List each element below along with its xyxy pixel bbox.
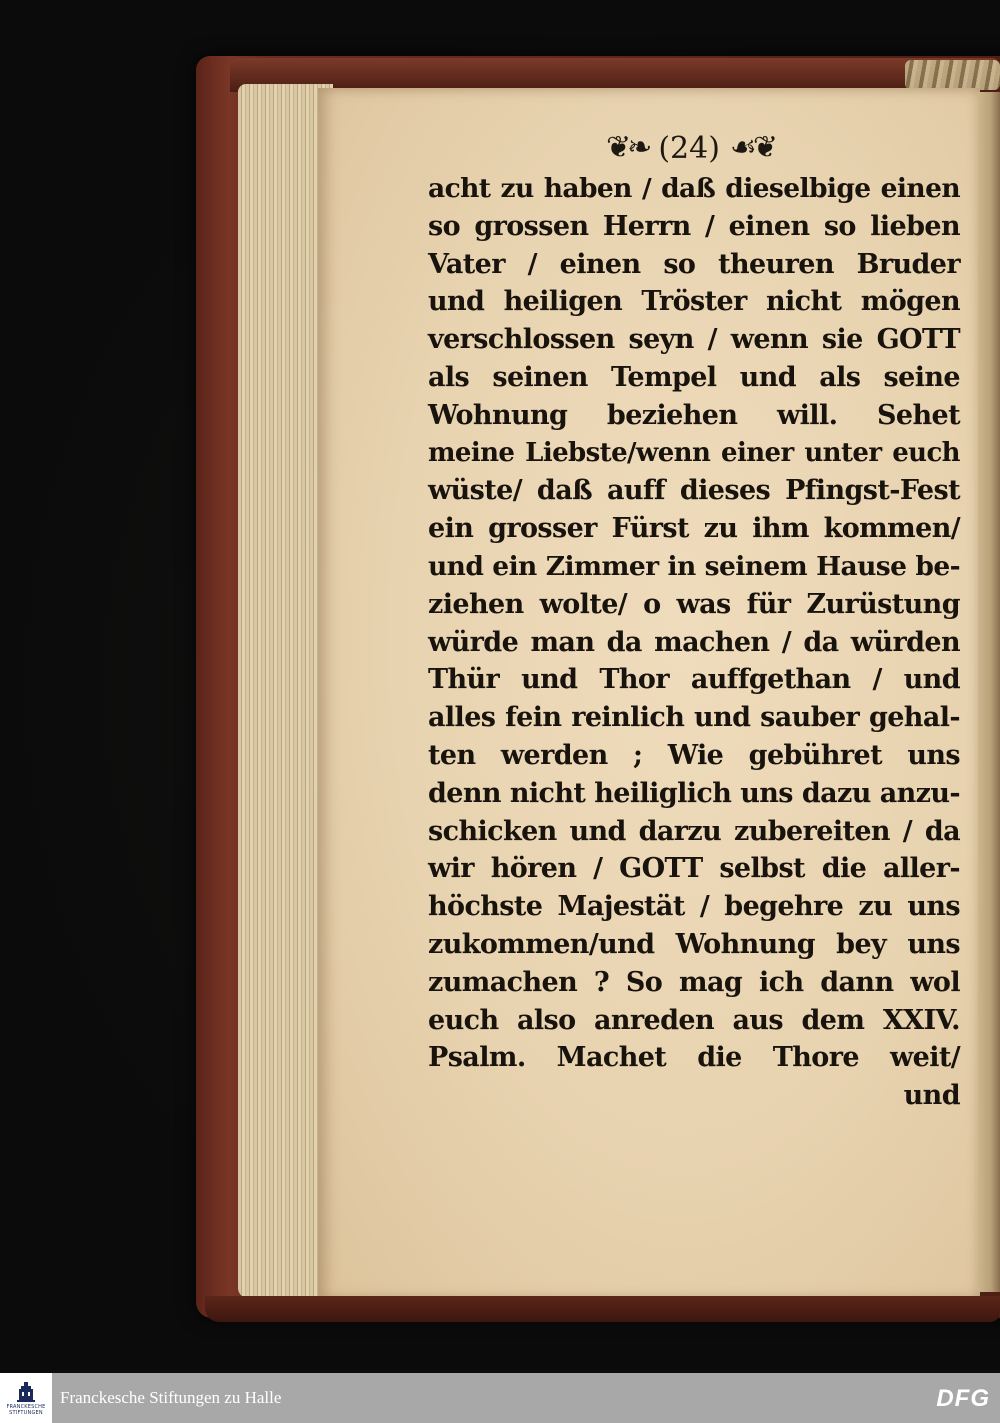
text-line: euch also anreden aus dem XXIV. <box>428 1004 960 1036</box>
footer-bar <box>0 1373 1000 1423</box>
text-line: acht zu haben / daß dieselbige einen <box>428 173 960 204</box>
text-line: und heiligen Tröster nicht mögen <box>428 286 960 318</box>
institution-name[interactable]: Franckesche Stiftungen zu Halle <box>60 1388 282 1407</box>
text-line: wüste/ daß auff dieses Pfingst-Fest <box>428 475 960 507</box>
text-line: so grossen Herrn / einen so lieben <box>428 210 960 242</box>
text-line: wir hören / GOTT selbst die aller- <box>428 853 960 885</box>
cover-top-edge <box>230 58 1000 92</box>
institution-emblem-icon <box>15 1380 37 1404</box>
text-line: verschlossen seyn / wenn sie GOTT <box>428 324 960 356</box>
catchword: und <box>903 1080 960 1112</box>
franckesche-logo[interactable] <box>0 1373 52 1423</box>
page-text <box>428 170 960 1115</box>
text-line: Wohnung beziehen will. Sehet <box>428 399 960 431</box>
text-line: ten werden ; Wie gebühret uns <box>428 739 960 771</box>
text-line: Psalm. Machet die Thore weit/ <box>428 1042 960 1074</box>
text-line: denn nicht heiliglich uns dazu anzu- <box>428 777 960 809</box>
text-line: meine Liebste/wenn einer unter euch <box>428 437 960 468</box>
text-line: und ein Zimmer in seinem Hause be- <box>428 550 960 582</box>
text-line: ziehen wolte/ o was für Zurüstung <box>428 588 960 620</box>
text-line: als seinen Tempel und als seine <box>428 361 960 393</box>
page-number: (24) <box>658 130 720 166</box>
text-line: Thür und Thor auffgethan / und <box>428 664 960 696</box>
text-line: zukommen/und Wohnung bey uns <box>428 928 960 960</box>
page-header <box>560 124 820 172</box>
text-line: höchste Majestät / begehre zu uns <box>428 891 960 923</box>
text-line: würde man da machen / da würden <box>428 626 960 658</box>
text-line: ein grosser Fürst zu ihm kommen/ <box>428 513 960 545</box>
headband <box>905 60 1000 90</box>
ornament-right-icon: ☙❦ <box>729 130 774 165</box>
text-line: schicken und darzu zubereiten / da <box>428 815 960 847</box>
dfg-logo[interactable]: DFG <box>936 1385 990 1412</box>
text-line: alles fein reinlich und sauber gehal- <box>428 702 960 734</box>
text-line: zumachen ? So mag ich dann wol <box>428 966 960 998</box>
cover-bottom-edge <box>205 1296 1000 1322</box>
text-line: Vater / einen so theuren Bruder <box>428 248 960 280</box>
logo-text: FRANCKESCHE STIFTUNGEN <box>6 1404 46 1416</box>
page-right-edge <box>978 92 1000 1292</box>
ornament-left-icon: ❦❧ <box>606 130 649 165</box>
